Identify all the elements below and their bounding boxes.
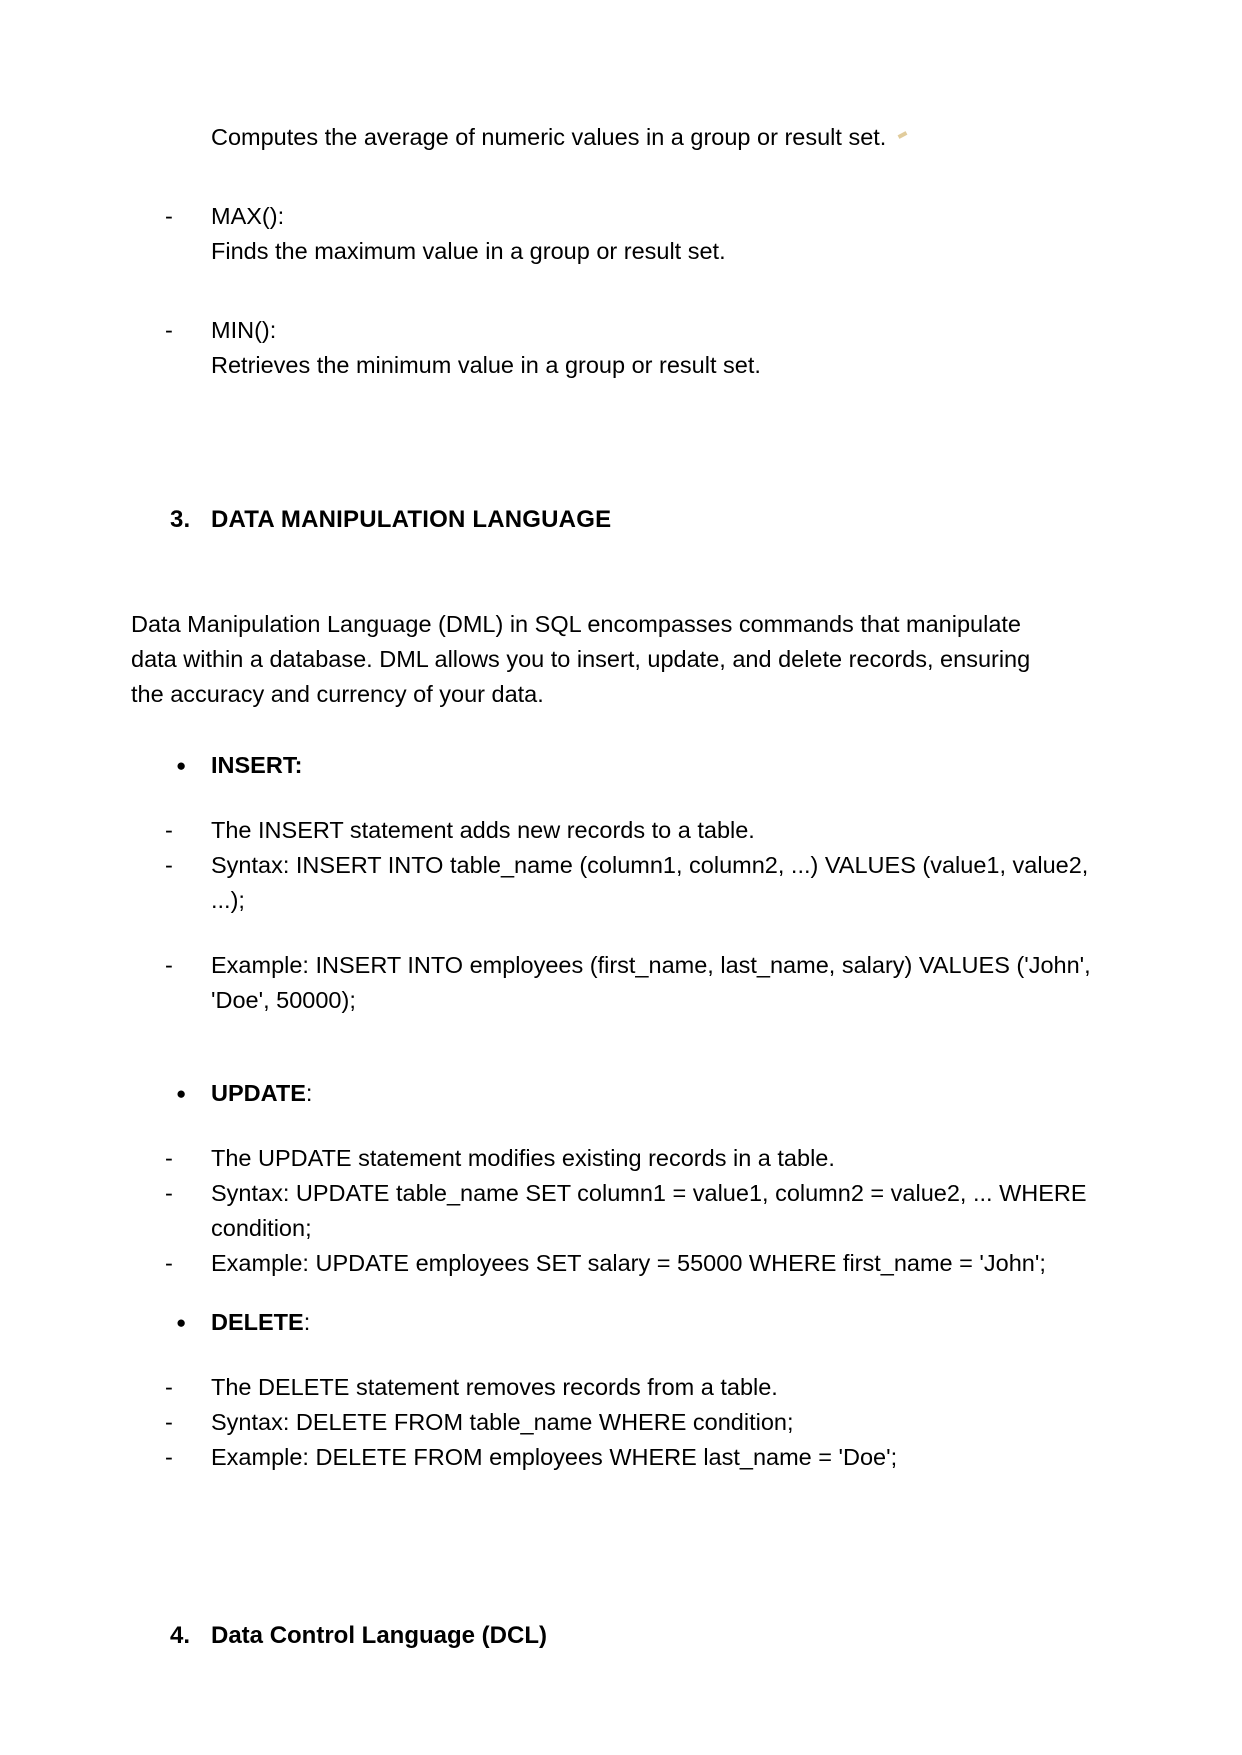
section-title: DATA MANIPULATION LANGUAGE — [211, 506, 612, 533]
section-title: Data Control Language (DCL) — [211, 1622, 547, 1649]
update-item-description-text: The UPDATE statement modifies existing records in a table. — [211, 1145, 835, 1171]
update-item-example-text: Example: UPDATE employees SET salary = 55000 WHERE first_name = 'John'; — [211, 1250, 1046, 1276]
dash-marker: - — [165, 317, 173, 343]
aggregate-item-max-description: Finds the maximum value in a group or result set. — [211, 238, 726, 264]
document-content — [131, 0, 1098, 1653]
bullet-icon: ● — [176, 756, 187, 775]
dash-marker: - — [165, 817, 173, 843]
delete-item-example-text: Example: DELETE FROM employees WHERE last_name = 'Doe'; — [211, 1444, 898, 1470]
update-item-syntax — [148, 1176, 1098, 1246]
delete-item-example — [148, 1440, 1098, 1475]
delete-item-syntax — [148, 1405, 1098, 1440]
bullet-icon: ● — [176, 1084, 187, 1103]
insert-item-description — [148, 813, 1098, 848]
dash-marker: - — [165, 203, 173, 229]
section-number: 4. — [170, 1622, 191, 1649]
aggregate-item-max-label: MAX(): — [211, 203, 285, 229]
command-heading-update-suffix: : — [305, 1080, 313, 1106]
aggregate-item-min-description: Retrieves the minimum value in a group or result set. — [211, 352, 761, 378]
update-item-syntax-text: Syntax: UPDATE table_name SET column1 = value1, column2 = value2, ... WHERE condition; — [211, 1180, 1087, 1241]
dash-marker: - — [165, 852, 173, 878]
update-item-example — [148, 1246, 1098, 1281]
command-heading-update-label: UPDATE — [211, 1080, 306, 1106]
dash-marker: - — [165, 952, 173, 978]
aggregate-item-min — [148, 313, 1098, 348]
section-heading-dcl — [148, 1619, 1098, 1653]
aggregate-item-min-label: MIN(): — [211, 317, 277, 343]
command-heading-delete — [148, 1305, 1098, 1340]
dash-marker: - — [165, 1250, 173, 1276]
dash-marker: - — [165, 1374, 173, 1400]
avg-description-line: Computes the average of numeric values in a group or result set. — [211, 124, 887, 150]
command-heading-insert-label: INSERT: — [211, 752, 303, 778]
section-heading-dml — [148, 503, 1098, 537]
dash-marker: - — [165, 1180, 173, 1206]
insert-item-example-text: Example: INSERT INTO employees (first_name, last_name, salary) VALUES ('John', 'Doe', 50000); — [211, 952, 1091, 1013]
bullet-icon: ● — [176, 1313, 187, 1332]
delete-item-description-text: The DELETE statement removes records from a table. — [211, 1374, 778, 1400]
command-heading-update — [148, 1076, 1098, 1111]
insert-item-description-text: The INSERT statement adds new records to a table. — [211, 817, 755, 843]
dml-paragraph: Data Manipulation Language (DML) in SQL encompasses commands that manipulate data within a database. DML allows you to insert, update, and delete records, ensuring the accuracy and currency of your data. — [131, 611, 1031, 707]
command-heading-delete-label: DELETE — [211, 1309, 304, 1335]
command-heading-insert — [148, 748, 1098, 783]
aggregate-item-max — [148, 199, 1098, 234]
dash-marker: - — [165, 1409, 173, 1435]
dash-marker: - — [165, 1444, 173, 1470]
update-item-description — [148, 1141, 1098, 1176]
delete-item-description — [148, 1370, 1098, 1405]
delete-item-syntax-text: Syntax: DELETE FROM table_name WHERE condition; — [211, 1409, 794, 1435]
insert-item-syntax — [148, 848, 1098, 918]
insert-item-syntax-text: Syntax: INSERT INTO table_name (column1, column2, ...) VALUES (value1, value2, ...); — [211, 852, 1089, 913]
dash-marker: - — [165, 1145, 173, 1171]
command-heading-delete-suffix: : — [303, 1309, 311, 1335]
section-number: 3. — [170, 506, 191, 533]
insert-item-example — [148, 948, 1098, 1018]
